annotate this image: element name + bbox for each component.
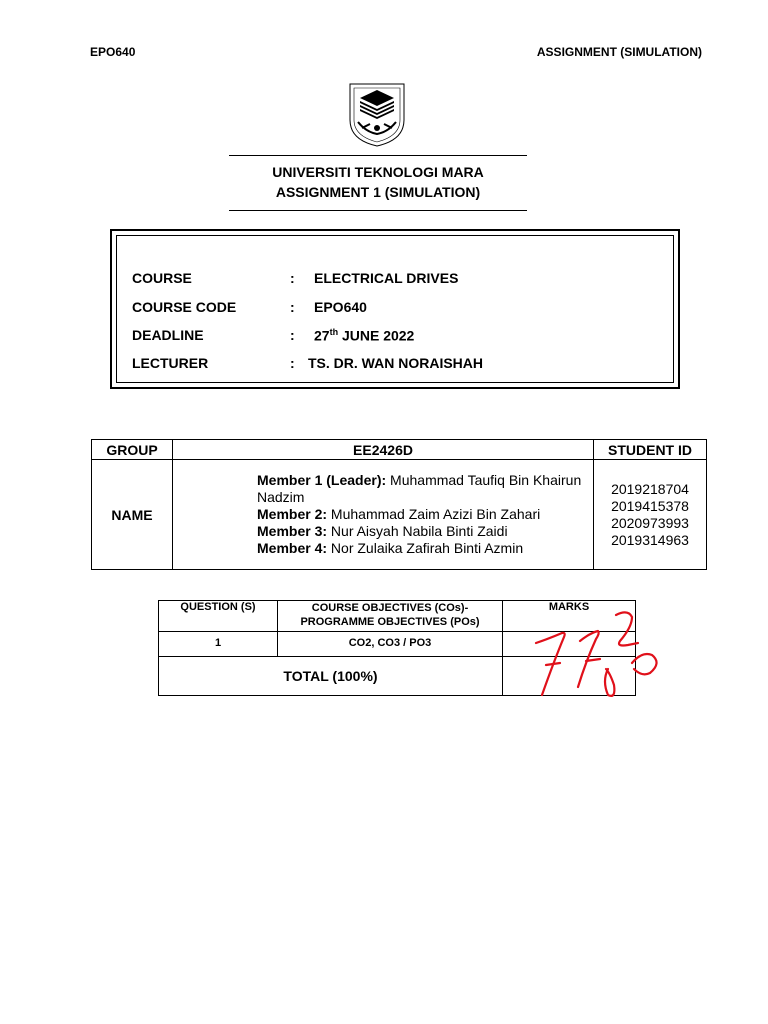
info-label: LECTURER bbox=[132, 355, 209, 371]
info-value: EPO640 bbox=[314, 299, 367, 315]
deadline-month-year: JUNE 2022 bbox=[338, 327, 415, 344]
list-item: Member 3: Nur Aisyah Nabila Binti Zaidi bbox=[257, 523, 508, 539]
assignment-title: ASSIGNMENT 1 (SIMULATION) bbox=[275, 184, 481, 200]
col-question: QUESTION (S) bbox=[159, 601, 278, 632]
info-label: DEADLINE bbox=[132, 327, 204, 343]
deadline-day: 27 bbox=[314, 327, 330, 344]
student-ids bbox=[594, 460, 707, 570]
list-item: Member 1 (Leader): Muhammad Taufiq Bin Khairun Nadzim bbox=[257, 472, 582, 505]
info-colon: : bbox=[290, 270, 295, 286]
header-assignment-type: ASSIGNMENT (SIMULATION) bbox=[536, 45, 702, 59]
list-item: Member 4: Nor Zulaika Zafirah Binti Azmin bbox=[257, 540, 524, 556]
row-objectives: CO2, CO3 / PO3 bbox=[278, 632, 503, 657]
list-item: Member 2: Muhammad Zaim Azizi Bin Zahari bbox=[257, 506, 541, 522]
col-objectives: COURSE OBJECTIVES (COs)- PROGRAMME OBJECTIVES (POs) bbox=[278, 601, 503, 632]
info-colon: : bbox=[290, 327, 295, 343]
group-label: GROUP bbox=[92, 440, 173, 460]
members-list bbox=[173, 460, 594, 570]
group-value: EE2426D bbox=[173, 440, 594, 460]
student-id: 2020973993 bbox=[611, 514, 689, 531]
info-value: ELECTRICAL DRIVES bbox=[314, 270, 459, 286]
info-label: COURSE CODE bbox=[132, 299, 237, 315]
group-members-table bbox=[91, 439, 707, 570]
university-name: UNIVERSITI TEKNOLOGI MARA bbox=[272, 164, 484, 180]
student-id-label: STUDENT ID bbox=[594, 440, 707, 460]
col-marks: MARKS bbox=[503, 601, 636, 632]
student-id: 2019218704 bbox=[611, 480, 689, 497]
course-info-box bbox=[110, 229, 680, 389]
header-course-code: EPO640 bbox=[90, 45, 136, 59]
title-bottom-rule bbox=[229, 210, 527, 211]
row-question: 1 bbox=[159, 632, 278, 657]
info-value: TS. DR. WAN NORAISHAH bbox=[308, 355, 483, 371]
info-colon: : bbox=[290, 299, 295, 315]
info-label: COURSE bbox=[132, 270, 192, 286]
student-id: 2019314963 bbox=[611, 531, 689, 548]
name-label: NAME bbox=[92, 460, 173, 570]
info-colon: : bbox=[290, 355, 295, 371]
student-id: 2019415378 bbox=[611, 497, 689, 514]
deadline-ordinal: th bbox=[329, 327, 339, 337]
university-crest-icon bbox=[346, 80, 408, 148]
title-top-rule bbox=[229, 155, 527, 156]
total-label: TOTAL (100%) bbox=[159, 657, 503, 696]
info-value bbox=[314, 327, 414, 344]
handwritten-mark bbox=[528, 603, 668, 713]
